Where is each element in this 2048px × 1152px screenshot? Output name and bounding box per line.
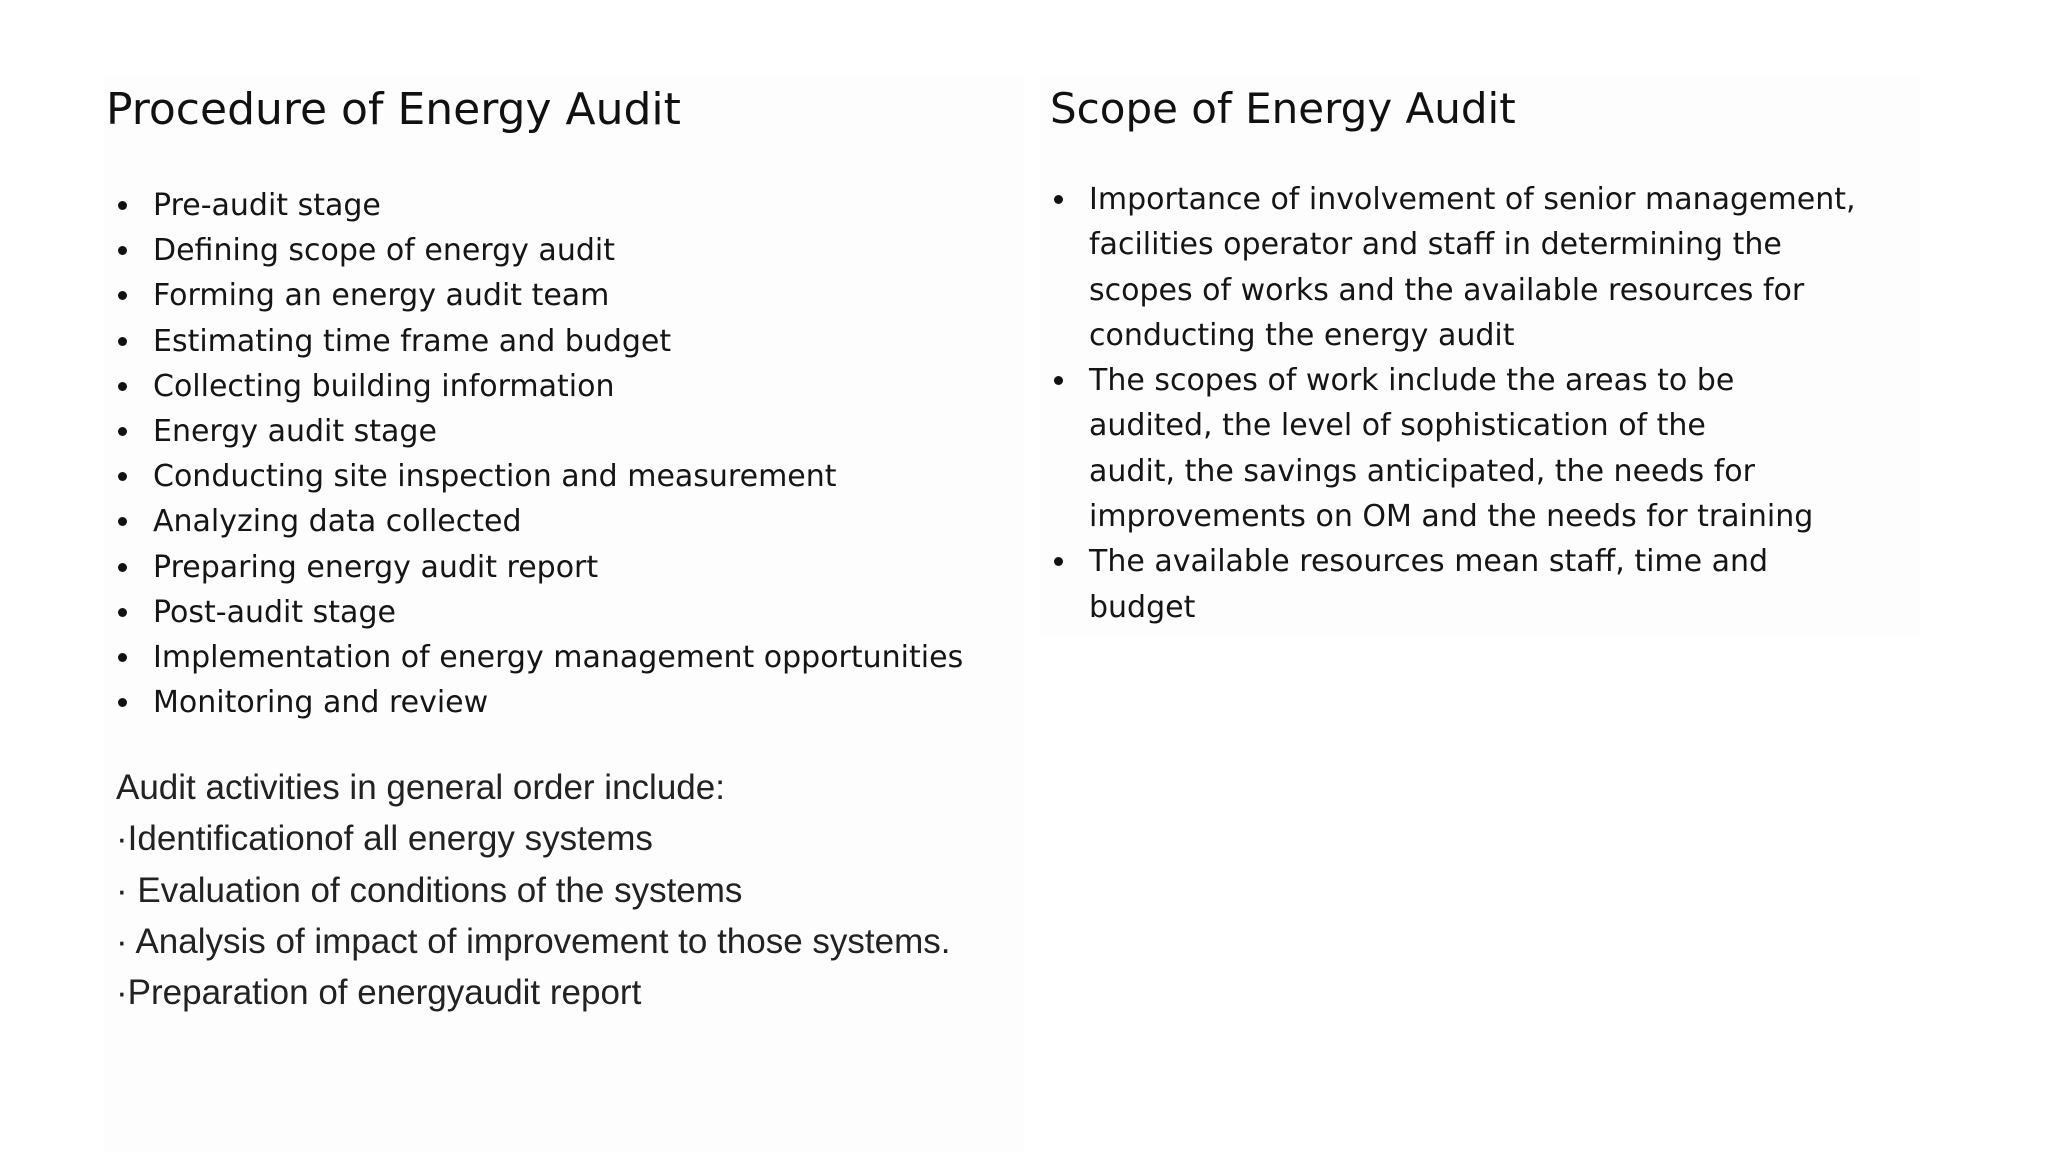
list-item-text: Conducting site inspection and measurement	[153, 459, 837, 495]
activity-item: ·Identificationof all energy systems	[116, 819, 653, 859]
list-item	[118, 364, 963, 409]
list-item	[118, 454, 963, 499]
list-item	[118, 635, 963, 680]
list-item	[1054, 358, 1929, 539]
list-item-line: facilities operator and staff in determining the	[1089, 227, 1782, 263]
list-item-line: conducting the energy audit	[1089, 317, 1515, 353]
list-item-line: improvements on OM and the needs for training	[1089, 499, 1814, 535]
bullet-icon	[118, 427, 127, 436]
list-item	[1054, 539, 1929, 630]
bullet-icon	[118, 472, 127, 481]
list-item	[118, 183, 963, 228]
bullet-icon	[118, 608, 127, 617]
bullet-icon	[118, 246, 127, 255]
list-item	[118, 228, 963, 273]
list-item	[118, 409, 963, 454]
activity-item: ·Preparation of energyaudit report	[116, 973, 642, 1013]
scope-title: Scope of Energy Audit	[1050, 84, 1516, 133]
list-item	[118, 590, 963, 635]
list-item-text: Preparing energy audit report	[153, 549, 599, 585]
list-item	[1054, 177, 1929, 358]
list-item-text: Analyzing data collected	[153, 504, 522, 540]
list-item	[118, 273, 963, 318]
audit-activities	[116, 762, 950, 1018]
list-item	[118, 499, 963, 544]
procedure-title: Procedure of Energy Audit	[106, 84, 681, 135]
scope-list	[1054, 177, 1929, 630]
activities-intro: Audit activities in general order include:	[116, 768, 725, 807]
list-item-text: Collecting building information	[153, 368, 615, 404]
list-item-text: Energy audit stage	[153, 413, 437, 449]
list-item	[118, 680, 963, 725]
list-item-line: The scopes of work include the areas to be	[1089, 363, 1735, 399]
bullet-icon	[118, 201, 127, 210]
list-item-text: Estimating time frame and budget	[153, 323, 672, 359]
list-item-text: Monitoring and review	[153, 685, 489, 721]
list-item-text: Defining scope of energy audit	[153, 233, 615, 269]
list-item	[118, 319, 963, 364]
bullet-icon	[1054, 195, 1063, 204]
list-item	[118, 545, 963, 590]
list-item-line: The available resources mean staff, time and	[1089, 544, 1769, 580]
procedure-list	[118, 183, 963, 725]
bullet-icon	[118, 563, 127, 572]
list-item-line: budget	[1089, 589, 1196, 625]
list-item-line: audit, the savings anticipated, the needs for	[1089, 453, 1755, 489]
bullet-icon	[1054, 557, 1063, 566]
bullet-icon	[118, 337, 127, 346]
list-item-line: audited, the level of sophistication of the	[1089, 408, 1706, 444]
bullet-icon	[1054, 376, 1063, 385]
activity-item: · Analysis of impact of improvement to those systems.	[116, 921, 951, 961]
bullet-icon	[118, 653, 127, 662]
list-item-text: Implementation of energy management opportunities	[153, 639, 964, 675]
list-item-line: scopes of works and the available resources for	[1089, 272, 1805, 308]
activity-item: · Evaluation of conditions of the systems	[116, 870, 743, 910]
bullet-icon	[118, 291, 127, 300]
list-item-text: Pre-audit stage	[153, 188, 381, 223]
bullet-icon	[118, 517, 127, 526]
list-item-line: Importance of involvement of senior management,	[1089, 182, 1856, 217]
list-item-text: Forming an energy audit team	[153, 278, 610, 314]
list-item-text: Post-audit stage	[153, 594, 396, 630]
bullet-icon	[118, 698, 127, 707]
bullet-icon	[118, 382, 127, 391]
